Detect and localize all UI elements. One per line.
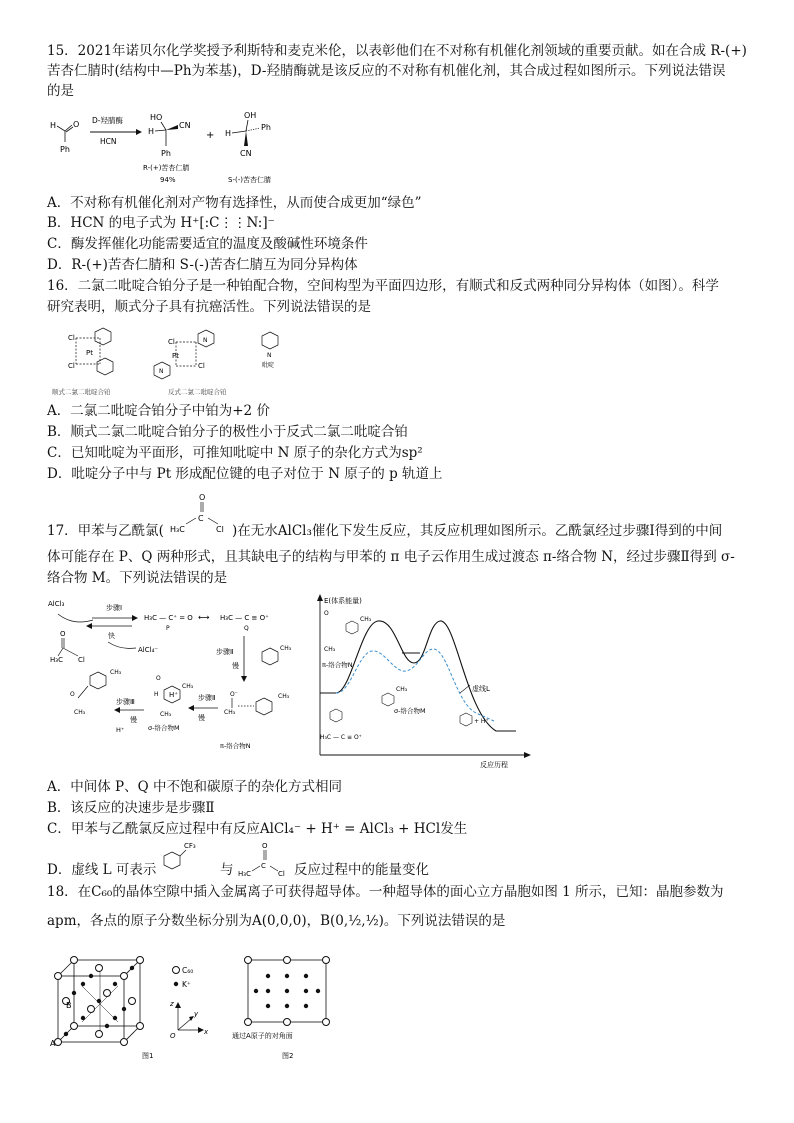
svg-text:Cl: Cl <box>68 362 75 370</box>
svg-text:CH₃: CH₃ <box>110 669 122 676</box>
fig2-subtitle: 通过A原子的对角面 <box>232 1032 293 1040</box>
svg-text:H⁺: H⁺ <box>116 726 125 734</box>
fig2-caption: 图2 <box>282 1052 294 1060</box>
dashed-line-l-label: 虚线L <box>472 685 490 693</box>
svg-text:O⁻: O⁻ <box>230 691 238 698</box>
intermediate-q: H₃C — C ≡ O⁺ <box>220 614 269 622</box>
q17-option-d: D．虚线 L 可表示 <box>47 862 157 878</box>
svg-text:N: N <box>267 352 272 359</box>
svg-text:CH₃: CH₃ <box>160 711 172 718</box>
fig1-unit-cell <box>50 957 144 1049</box>
q15-reactant-ph: Ph <box>60 145 70 154</box>
svg-text:Ph: Ph <box>261 123 271 132</box>
q17-option-d-and: 与 <box>220 862 234 878</box>
coordinate-axes <box>169 1000 209 1040</box>
q17-option-a: A．中间体 P、Q 中不饱和碳原子的杂化方式相同 <box>47 779 342 795</box>
svg-text:⟷: ⟷ <box>198 613 210 622</box>
svg-text:P: P <box>166 625 170 632</box>
svg-text:AlCl₃: AlCl₃ <box>48 600 65 608</box>
svg-text:Cl: Cl <box>168 338 175 346</box>
svg-text:快: 快 <box>108 632 115 640</box>
svg-text:CH₃: CH₃ <box>278 693 290 700</box>
q18-crystal-figures <box>48 946 348 1064</box>
q15-r-product-name: R-(+)苦杏仁腈 <box>143 164 190 172</box>
k-legend-marker <box>174 982 178 986</box>
q17-option-d-tail: 反应过程中的能量变化 <box>294 862 429 878</box>
svg-text:N: N <box>203 337 208 344</box>
svg-text:Cl: Cl <box>216 525 224 534</box>
svg-text:HO: HO <box>150 113 163 122</box>
svg-text:y: y <box>194 1010 199 1018</box>
q15-stem-line2: 苦杏仁腈时(结构中—Ph为苯基)，D-羟腈酶就是该反应的不对称有机催化剂，其合成过程如图所示。下列说法错误 <box>47 63 726 79</box>
q15-arrow-reagent: HCN <box>100 137 117 146</box>
svg-text:Ph: Ph <box>161 149 171 158</box>
svg-text:H₃C: H₃C <box>170 525 185 534</box>
pyridine-structure <box>262 332 278 369</box>
energy-pi-complex-label: π-络合物N <box>322 661 353 669</box>
svg-text:z: z <box>170 1000 174 1008</box>
svg-text:Cl: Cl <box>198 362 205 370</box>
svg-text:步骤Ⅱ: 步骤Ⅱ <box>216 648 234 656</box>
q16-option-c: C．已知吡啶为平面形，可推知吡啶中 N 原子的杂化方式为sp² <box>47 445 423 461</box>
q15-s-product-name: S-(-)苦杏仁腈 <box>228 176 271 184</box>
energy-y-axis-label: E(体系能量) <box>324 597 362 605</box>
acetyl-chloride-structure <box>168 490 232 538</box>
fig2-diagonal-plane <box>245 957 330 1026</box>
svg-text:Cl: Cl <box>78 656 85 664</box>
q17-stem-line1a: 17．甲苯与乙酰氯( <box>47 523 164 539</box>
svg-text:x: x <box>204 1028 209 1036</box>
svg-text:CN: CN <box>240 149 252 158</box>
svg-text:慢: 慢 <box>130 716 137 724</box>
svg-text:CH₃: CH₃ <box>324 646 336 653</box>
q17-mechanism-scheme <box>48 596 312 756</box>
svg-text:H: H <box>154 691 159 698</box>
svg-text:步骤Ⅲ: 步骤Ⅲ <box>116 698 135 706</box>
q16-stem-line2: 研究表明，顺式分子具有抗癌活性。下列说法错误的是 <box>47 299 371 315</box>
c60-legend-marker <box>173 967 180 974</box>
trans-isomer-label: 反式二氯二吡啶合铂 <box>168 388 227 396</box>
q15-option-d: D．R-(+)苦杏仁腈和 S-(-)苦杏仁腈互为同分异构体 <box>47 257 358 273</box>
svg-text:O: O <box>170 1032 176 1040</box>
q15-reactant-o: O <box>73 120 80 129</box>
svg-text:AlCl₄⁻: AlCl₄⁻ <box>138 646 159 654</box>
q17-energy-diagram <box>316 593 538 771</box>
q15-arrow-catalyst: D-羟腈酶 <box>92 116 123 125</box>
svg-text:Pt: Pt <box>172 352 179 360</box>
svg-text:慢: 慢 <box>232 662 239 670</box>
svg-text:CH₃: CH₃ <box>280 645 292 652</box>
svg-text:OH: OH <box>244 111 257 120</box>
svg-text:H: H <box>225 129 232 138</box>
q16-isomer-figure <box>48 322 298 400</box>
point-b-label: B <box>66 1001 72 1010</box>
trifluorotoluene-structure <box>158 838 208 874</box>
q16-option-d: D．吡啶分子中与 Pt 形成配位键的电子对位于 N 原子的 p 轨道上 <box>47 466 443 482</box>
q18-stem-line2: apm，各点的原子分数坐标分别为A(0,0,0)，B(0,½,½)。下列说法错误的是 <box>47 913 506 929</box>
q15-reactant-h: H <box>50 121 57 130</box>
k-legend-label: K⁺ <box>182 980 191 989</box>
q16-option-a: A．二氯二吡啶合铂分子中铂为+2 价 <box>47 403 270 419</box>
svg-text:O: O <box>199 493 206 502</box>
svg-text:H: H <box>148 127 155 136</box>
q15-option-a: A．不对称有机催化剂对产物有选择性，从而使合成更加“绿色” <box>47 195 422 211</box>
q17-stem-line1b: )在无水AlCl₃催化下发生反应，其反应机理如图所示。乙酰氯经过步骤Ⅰ得到的中间 <box>232 523 723 539</box>
svg-text:步骤Ⅰ: 步骤Ⅰ <box>106 604 123 612</box>
c60-legend-label: C₆₀ <box>182 966 194 975</box>
svg-text:+ H⁺: + H⁺ <box>474 718 489 725</box>
q16-stem-line1: 16．二氯二吡啶合铂分子是一种铂配合物，空间构型为平面四边形，有顺式和反式两种同分异构体（如图）。科学 <box>47 278 719 294</box>
svg-text:Cl: Cl <box>68 334 75 342</box>
point-a-label: A <box>50 1039 56 1048</box>
q17-stem-line3: 络合物 M。下列说法错误的是 <box>47 570 228 586</box>
svg-text:步骤Ⅱ: 步骤Ⅱ <box>198 694 216 702</box>
pi-complex-n-label: π-络合物N <box>220 742 251 750</box>
pyridine-label: 吡啶 <box>262 362 275 369</box>
cis-isomer-structure <box>68 328 113 375</box>
svg-text:O: O <box>60 630 66 638</box>
q18-stem-line1: 18．在C₆₀的晶体空隙中插入金属离子可获得超导体。一种超导体的面心立方晶胞如图 1 所示，已知：晶胞参数为 <box>47 884 724 900</box>
trans-isomer-structure <box>154 330 214 379</box>
q15-reaction-scheme <box>48 106 308 192</box>
q15-stem-line1: 15．2021年诺贝尔化学奖授予利斯特和麦克米伦，以表彰他们在不对称有机催化剂领域的重要贡献。如在合成 R-(+) <box>47 43 747 59</box>
svg-text:O: O <box>70 691 75 698</box>
svg-text:H₃C: H₃C <box>238 870 251 878</box>
svg-text:O: O <box>262 842 268 850</box>
svg-text:C: C <box>198 514 204 523</box>
svg-text:CH₃: CH₃ <box>74 709 86 716</box>
svg-text:H⁺: H⁺ <box>169 691 178 699</box>
svg-text:CH₃: CH₃ <box>182 683 194 690</box>
svg-text:CN: CN <box>179 121 191 130</box>
q17-option-b: B．该反应的决速步是步骤Ⅱ <box>47 800 215 816</box>
q16-option-b: B．顺式二氯二吡啶合铂分子的极性小于反式二氯二吡啶合铂 <box>47 424 408 440</box>
svg-text:+: + <box>206 130 215 141</box>
svg-text:CH₃: CH₃ <box>396 686 408 693</box>
svg-text:H₃C — C ≡ O⁺: H₃C — C ≡ O⁺ <box>320 734 362 741</box>
svg-text:O: O <box>156 675 161 682</box>
q15-option-b: B．HCN 的电子式为 H⁺[:C⋮⋮N:]⁻ <box>47 215 275 231</box>
svg-text:H₃C: H₃C <box>50 656 63 664</box>
svg-text:C: C <box>261 862 266 870</box>
svg-text:CF₃: CF₃ <box>184 842 196 850</box>
svg-text:CH₃: CH₃ <box>360 616 372 623</box>
intermediate-p: H₃C — C⁺ = O <box>144 614 193 622</box>
q17-option-c: C．甲苯与乙酰氯反应过程中有反应AlCl₄⁻ + H⁺ = AlCl₃ + HCl发生 <box>47 821 468 837</box>
svg-text:Pt: Pt <box>86 349 93 357</box>
svg-text:CH₃: CH₃ <box>224 709 236 716</box>
svg-text:Q: Q <box>244 625 249 632</box>
fig1-caption: 图1 <box>142 1052 154 1060</box>
cis-isomer-label: 顺式二氯二吡啶合铂 <box>52 388 111 396</box>
svg-text:N: N <box>159 368 164 375</box>
q15-stem-line3: 的是 <box>47 83 74 99</box>
q17-stem-line2: 体可能存在 P、Q 两种形式，且其缺电子的结构与甲苯的 π 电子云作用生成过渡态 π-络合物 N，经过步骤Ⅱ得到 σ- <box>47 549 735 565</box>
sigma-complex-m-label: σ-络合物M <box>148 724 180 732</box>
q15-option-c: C．酶发挥催化功能需要适宜的温度及酸碱性环境条件 <box>47 236 368 252</box>
energy-sigma-complex-label: σ-络合物M <box>394 707 426 715</box>
svg-text:Cl: Cl <box>278 870 285 878</box>
q15-r-yield: 94% <box>160 176 176 184</box>
q17-option-d-acetyl-chloride <box>234 840 294 878</box>
energy-x-axis-label: 反应历程 <box>480 761 508 769</box>
svg-text:慢: 慢 <box>198 714 205 722</box>
svg-text:O: O <box>324 610 329 617</box>
